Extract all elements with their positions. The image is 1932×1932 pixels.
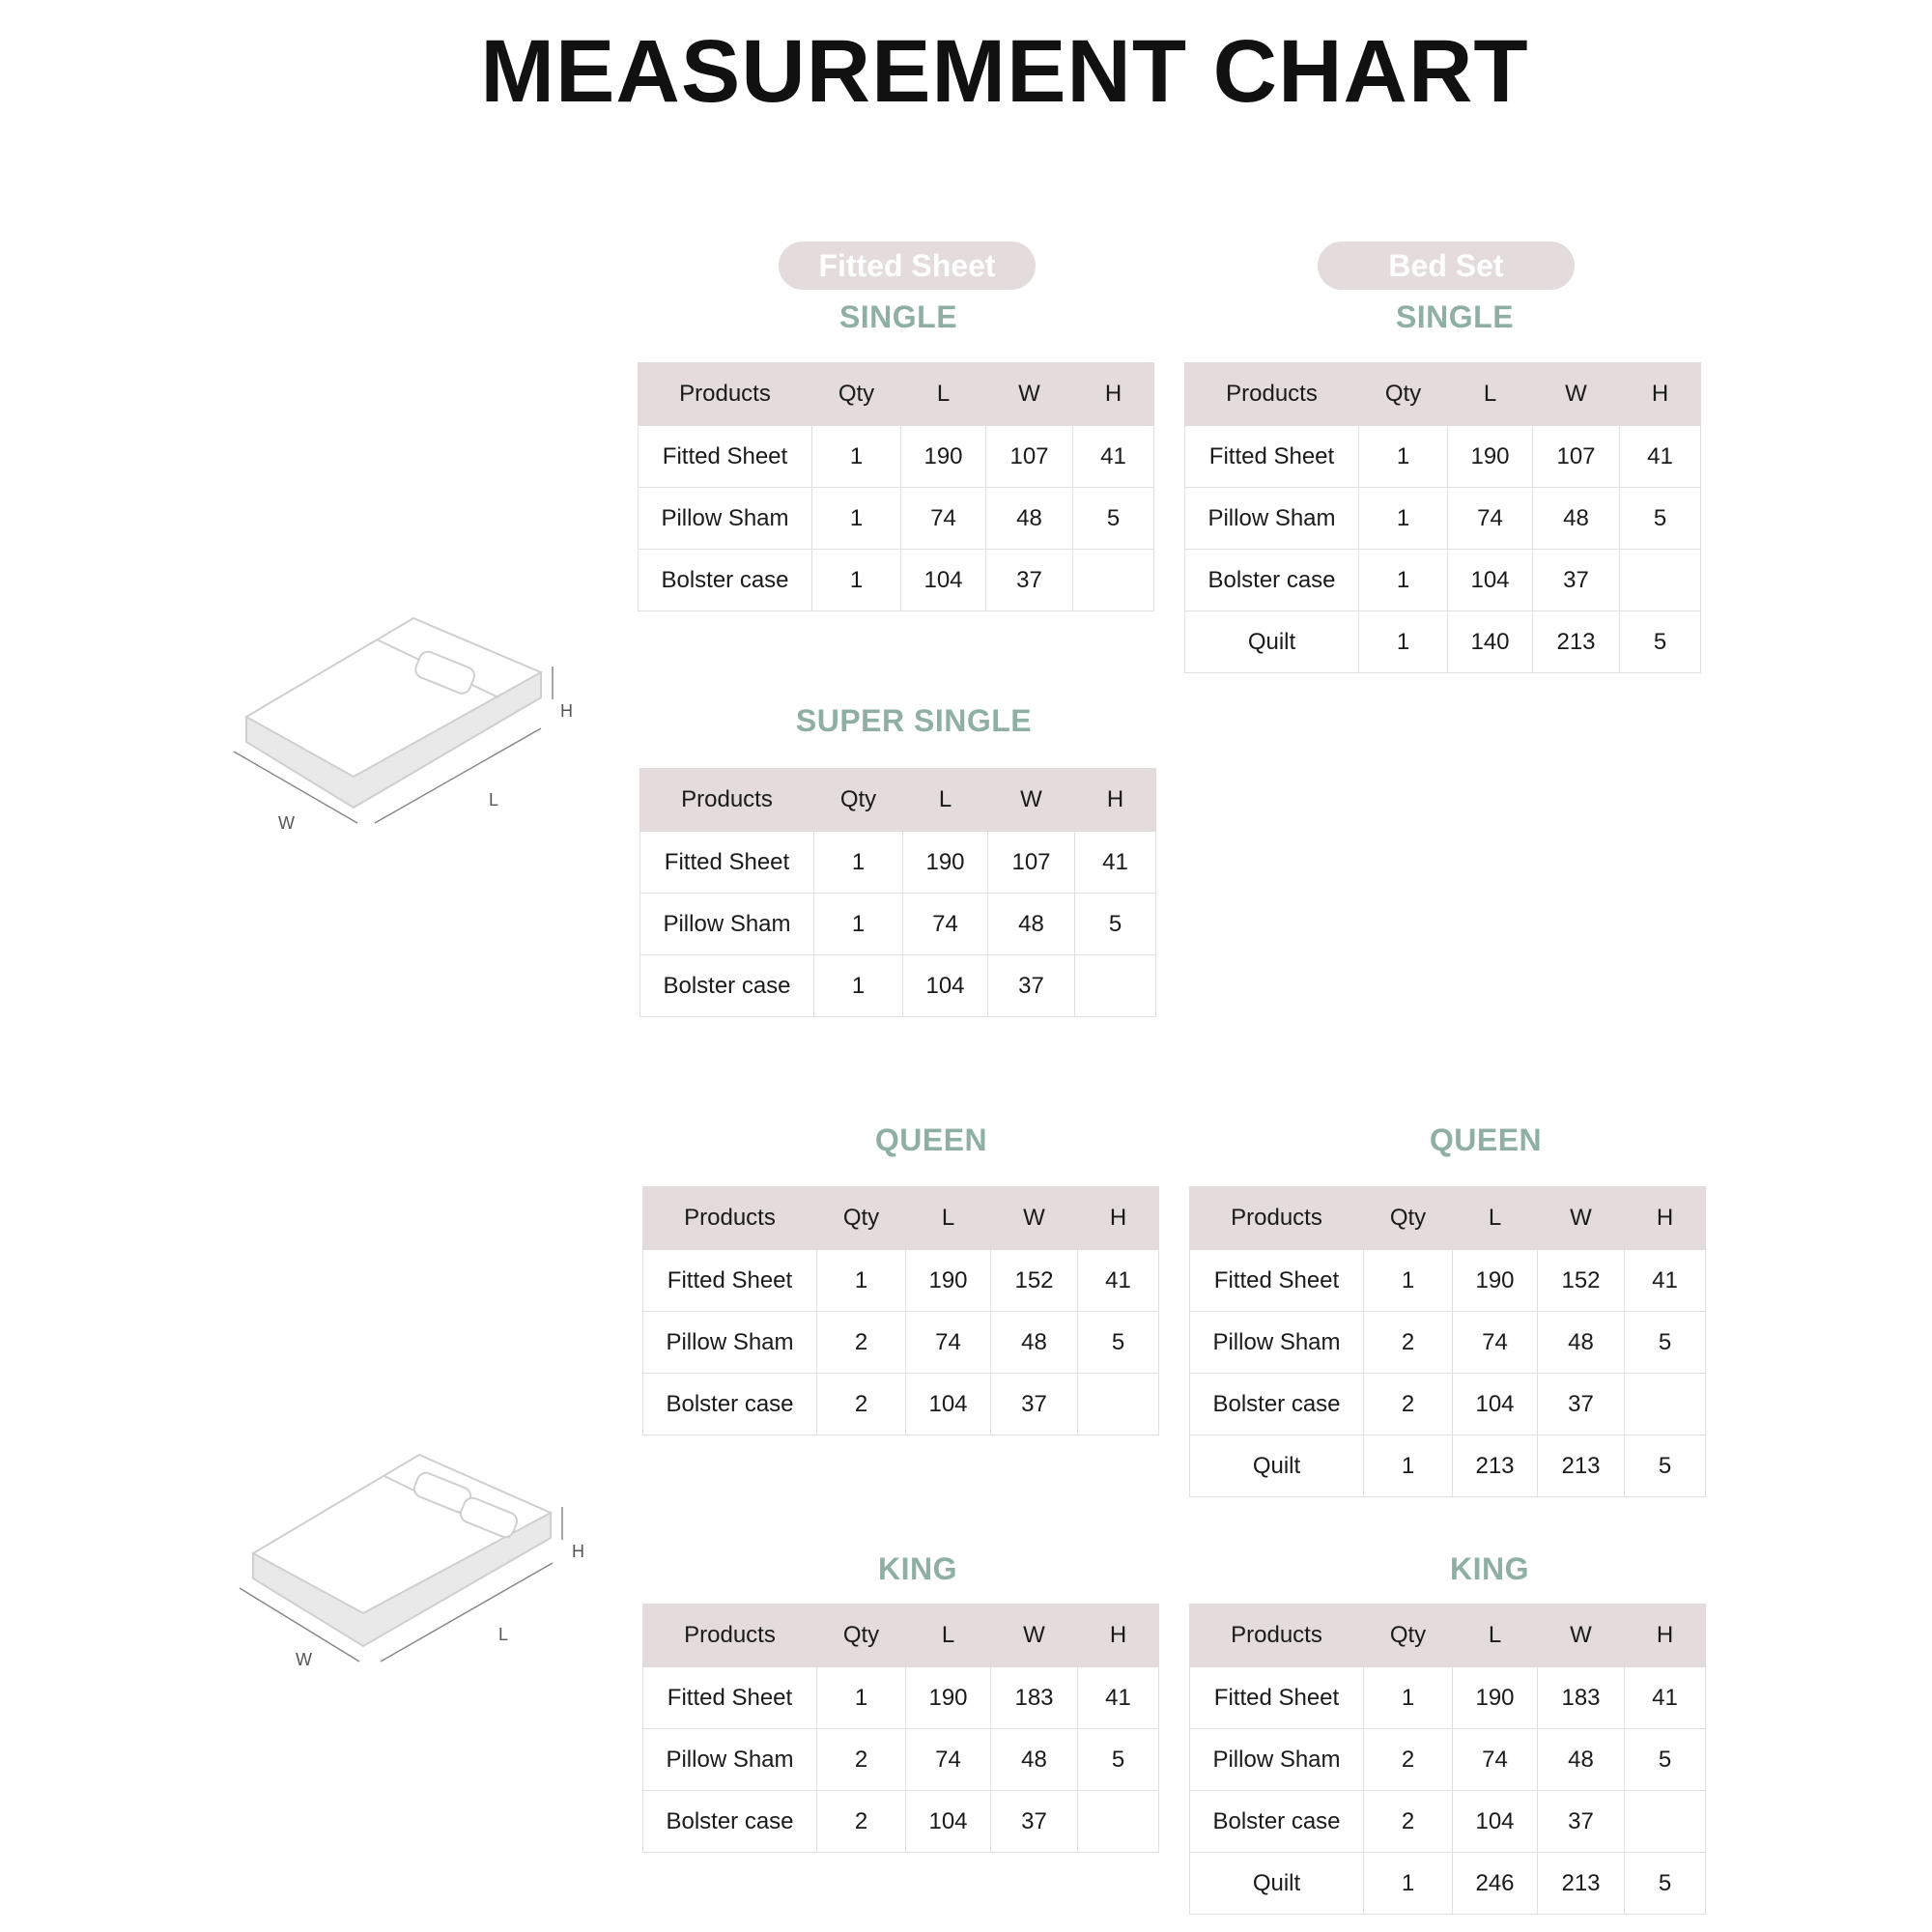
cell-l: 74 (906, 1312, 991, 1374)
header-row (643, 1187, 1159, 1250)
double-bed-diagram (228, 1447, 605, 1679)
header-row (1185, 363, 1701, 426)
cell-qty: 1 (817, 1667, 906, 1729)
fs-single-label: SINGLE (838, 299, 958, 334)
cell-products: Fitted Sheet (640, 832, 814, 894)
cell-w: 37 (991, 1791, 1078, 1853)
header-l: L (906, 1605, 991, 1667)
cell-w: 37 (988, 955, 1075, 1017)
double-l-label: L (498, 1625, 509, 1644)
cell-qty: 2 (817, 1791, 906, 1853)
cell-qty: 2 (817, 1374, 906, 1435)
header-row (1190, 1605, 1706, 1667)
cell-h: 5 (1625, 1853, 1706, 1915)
cell-l: 74 (903, 894, 988, 955)
cell-products: Pillow Sham (643, 1312, 817, 1374)
cell-h (1625, 1791, 1706, 1853)
cell-l: 74 (901, 488, 986, 550)
cell-products: Bolster case (1185, 550, 1359, 611)
table-row (1185, 488, 1701, 550)
fs-single-table (638, 362, 1154, 611)
header-products: Products (1185, 363, 1359, 426)
bs-queen-label: QUEEN (1429, 1122, 1543, 1157)
header-row (639, 363, 1154, 426)
header-l: L (901, 363, 986, 426)
fs-king-label: KING (878, 1551, 957, 1586)
cell-w: 107 (986, 426, 1073, 488)
header-w: W (986, 363, 1073, 426)
cell-h: 41 (1625, 1667, 1706, 1729)
cell-w: 37 (1533, 550, 1620, 611)
header-qty: Qty (1364, 1187, 1453, 1250)
header-qty: Qty (817, 1187, 906, 1250)
cell-l: 74 (1448, 488, 1533, 550)
table-row (643, 1312, 1159, 1374)
table-row (1190, 1791, 1706, 1853)
cell-products: Pillow Sham (1190, 1312, 1364, 1374)
cell-qty: 1 (1359, 550, 1448, 611)
cell-products: Pillow Sham (1185, 488, 1359, 550)
cell-l: 74 (906, 1729, 991, 1791)
cell-qty: 1 (1359, 488, 1448, 550)
cell-w: 37 (1538, 1374, 1625, 1435)
cell-l: 104 (1453, 1791, 1538, 1853)
cell-h (1073, 550, 1154, 611)
cell-products: Bolster case (640, 955, 814, 1017)
cell-products: Fitted Sheet (643, 1667, 817, 1729)
cell-qty: 1 (812, 488, 901, 550)
cell-h: 5 (1078, 1729, 1159, 1791)
table-row (643, 1729, 1159, 1791)
header-row (640, 769, 1156, 832)
bs-queen-table (1189, 1186, 1706, 1497)
header-h: H (1078, 1605, 1159, 1667)
cell-products: Quilt (1185, 611, 1359, 673)
cell-products: Quilt (1190, 1853, 1364, 1915)
cell-l: 190 (903, 832, 988, 894)
header-qty: Qty (1364, 1605, 1453, 1667)
cell-products: Fitted Sheet (1190, 1250, 1364, 1312)
table-row (1190, 1250, 1706, 1312)
cell-l: 213 (1453, 1435, 1538, 1497)
cell-l: 104 (901, 550, 986, 611)
cell-qty: 2 (1364, 1729, 1453, 1791)
cell-qty: 1 (814, 832, 903, 894)
header-l: L (1453, 1605, 1538, 1667)
cell-products: Bolster case (643, 1791, 817, 1853)
cell-h (1625, 1374, 1706, 1435)
cell-h: 5 (1625, 1435, 1706, 1497)
cell-products: Fitted Sheet (639, 426, 812, 488)
cell-l: 74 (1453, 1729, 1538, 1791)
table-row (640, 894, 1156, 955)
double-w-label: W (296, 1650, 312, 1669)
cell-l: 104 (906, 1374, 991, 1435)
cell-h: 41 (1625, 1250, 1706, 1312)
table-row (1190, 1374, 1706, 1435)
cell-l: 190 (901, 426, 986, 488)
header-products: Products (1190, 1605, 1364, 1667)
cell-products: Bolster case (643, 1374, 817, 1435)
header-w: W (1533, 363, 1620, 426)
cell-qty: 1 (814, 894, 903, 955)
table-row (639, 488, 1154, 550)
cell-l: 190 (1448, 426, 1533, 488)
cell-w: 183 (1538, 1667, 1625, 1729)
cell-h: 5 (1620, 611, 1701, 673)
cell-w: 48 (986, 488, 1073, 550)
cell-products: Pillow Sham (639, 488, 812, 550)
cell-l: 104 (903, 955, 988, 1017)
table-row (639, 550, 1154, 611)
table-row (1185, 611, 1701, 673)
cell-products: Fitted Sheet (1185, 426, 1359, 488)
table-row (1190, 1853, 1706, 1915)
cell-qty: 2 (817, 1312, 906, 1374)
fs-king-table (642, 1604, 1159, 1853)
page-title: MEASUREMENT CHART (480, 22, 1529, 121)
cell-w: 152 (991, 1250, 1078, 1312)
cell-h: 41 (1620, 426, 1701, 488)
cell-products: Pillow Sham (1190, 1729, 1364, 1791)
header-products: Products (1190, 1187, 1364, 1250)
cell-l: 190 (906, 1667, 991, 1729)
cell-w: 48 (1538, 1729, 1625, 1791)
cell-w: 213 (1538, 1435, 1625, 1497)
header-l: L (903, 769, 988, 832)
cell-qty: 2 (1364, 1374, 1453, 1435)
cell-w: 107 (1533, 426, 1620, 488)
table-row (643, 1667, 1159, 1729)
cell-h: 5 (1620, 488, 1701, 550)
single-w-label: W (278, 813, 295, 833)
header-h: H (1620, 363, 1701, 426)
cell-w: 183 (991, 1667, 1078, 1729)
bs-single-label: SINGLE (1395, 299, 1515, 334)
header-row (643, 1605, 1159, 1667)
cell-l: 104 (1448, 550, 1533, 611)
cell-products: Fitted Sheet (1190, 1667, 1364, 1729)
header-w: W (988, 769, 1075, 832)
cell-l: 104 (1453, 1374, 1538, 1435)
cell-qty: 1 (1364, 1667, 1453, 1729)
cell-l: 74 (1453, 1312, 1538, 1374)
cell-w: 37 (1538, 1791, 1625, 1853)
fs-queen-table (642, 1186, 1159, 1435)
cell-w: 48 (1533, 488, 1620, 550)
cell-l: 190 (1453, 1250, 1538, 1312)
header-w: W (1538, 1187, 1625, 1250)
cell-qty: 1 (1364, 1853, 1453, 1915)
cell-h: 41 (1078, 1250, 1159, 1312)
cell-l: 190 (906, 1250, 991, 1312)
cell-w: 37 (986, 550, 1073, 611)
cell-h: 41 (1075, 832, 1156, 894)
cell-qty: 1 (1359, 611, 1448, 673)
cell-w: 48 (988, 894, 1075, 955)
cell-qty: 1 (1359, 426, 1448, 488)
table-row (1190, 1729, 1706, 1791)
cell-h (1078, 1791, 1159, 1853)
cell-w: 48 (1538, 1312, 1625, 1374)
cell-w: 152 (1538, 1250, 1625, 1312)
header-qty: Qty (817, 1605, 906, 1667)
header-l: L (1448, 363, 1533, 426)
header-l: L (1453, 1187, 1538, 1250)
cell-products: Pillow Sham (640, 894, 814, 955)
table-row (639, 426, 1154, 488)
cell-h (1078, 1374, 1159, 1435)
cell-qty: 2 (1364, 1312, 1453, 1374)
cell-qty: 1 (814, 955, 903, 1017)
cell-h (1075, 955, 1156, 1017)
cell-qty: 2 (1364, 1791, 1453, 1853)
cell-w: 107 (988, 832, 1075, 894)
fitted-sheet-badge: Fitted Sheet (779, 242, 1036, 290)
cell-h: 5 (1075, 894, 1156, 955)
header-products: Products (640, 769, 814, 832)
fs-queen-label: QUEEN (874, 1122, 988, 1157)
header-l: L (906, 1187, 991, 1250)
cell-h: 5 (1625, 1312, 1706, 1374)
table-row (643, 1250, 1159, 1312)
header-qty: Qty (814, 769, 903, 832)
bs-single-table (1184, 362, 1701, 673)
header-w: W (991, 1187, 1078, 1250)
cell-qty: 1 (817, 1250, 906, 1312)
cell-l: 246 (1453, 1853, 1538, 1915)
table-row (640, 832, 1156, 894)
table-row (1190, 1435, 1706, 1497)
header-h: H (1078, 1187, 1159, 1250)
single-h-label: H (560, 701, 573, 721)
table-row (643, 1374, 1159, 1435)
cell-qty: 1 (812, 550, 901, 611)
header-products: Products (643, 1605, 817, 1667)
table-row (1185, 550, 1701, 611)
header-qty: Qty (1359, 363, 1448, 426)
header-h: H (1075, 769, 1156, 832)
cell-products: Bolster case (1190, 1791, 1364, 1853)
cell-h: 41 (1073, 426, 1154, 488)
cell-products: Bolster case (1190, 1374, 1364, 1435)
cell-products: Pillow Sham (643, 1729, 817, 1791)
header-row (1190, 1187, 1706, 1250)
header-w: W (1538, 1605, 1625, 1667)
single-bed-diagram (222, 609, 589, 840)
cell-l: 140 (1448, 611, 1533, 673)
cell-h: 5 (1073, 488, 1154, 550)
cell-l: 190 (1453, 1667, 1538, 1729)
cell-products: Fitted Sheet (643, 1250, 817, 1312)
header-products: Products (639, 363, 812, 426)
table-row (640, 955, 1156, 1017)
table-row (1185, 426, 1701, 488)
cell-qty: 2 (817, 1729, 906, 1791)
header-h: H (1625, 1187, 1706, 1250)
header-h: H (1625, 1605, 1706, 1667)
cell-qty: 1 (812, 426, 901, 488)
cell-w: 48 (991, 1729, 1078, 1791)
header-h: H (1073, 363, 1154, 426)
cell-w: 213 (1538, 1853, 1625, 1915)
cell-w: 37 (991, 1374, 1078, 1435)
cell-qty: 1 (1364, 1435, 1453, 1497)
table-row (643, 1791, 1159, 1853)
single-l-label: L (489, 790, 499, 810)
table-row (1190, 1312, 1706, 1374)
bed-set-badge: Bed Set (1318, 242, 1575, 290)
header-qty: Qty (812, 363, 901, 426)
fs-super-single-label: SUPER SINGLE (795, 703, 1033, 738)
header-w: W (991, 1605, 1078, 1667)
cell-w: 48 (991, 1312, 1078, 1374)
cell-h: 41 (1078, 1667, 1159, 1729)
header-products: Products (643, 1187, 817, 1250)
cell-products: Bolster case (639, 550, 812, 611)
cell-w: 213 (1533, 611, 1620, 673)
cell-products: Quilt (1190, 1435, 1364, 1497)
bs-king-table (1189, 1604, 1706, 1915)
cell-qty: 1 (1364, 1250, 1453, 1312)
bs-king-label: KING (1450, 1551, 1529, 1586)
cell-h: 5 (1625, 1729, 1706, 1791)
double-h-label: H (572, 1542, 584, 1561)
cell-h (1620, 550, 1701, 611)
fs-super-single-table (639, 768, 1156, 1017)
cell-h: 5 (1078, 1312, 1159, 1374)
table-row (1190, 1667, 1706, 1729)
cell-l: 104 (906, 1791, 991, 1853)
